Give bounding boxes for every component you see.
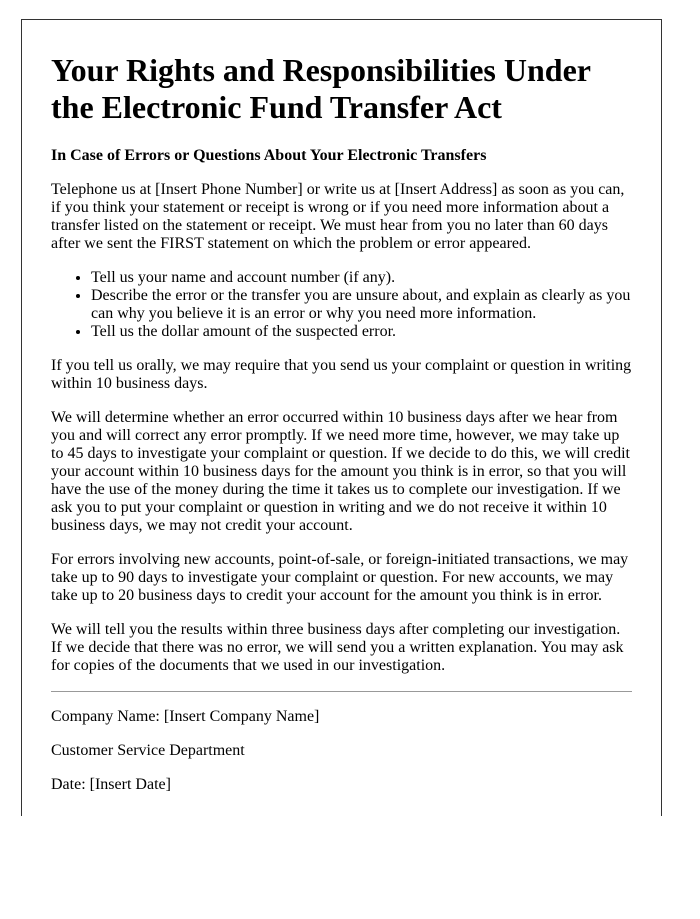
list-item-dollar-amount: • Tell us the dollar amount of the suspected error. <box>91 323 632 341</box>
paragraph-new-accounts: For errors involving new accounts, point-of-sale, or foreign-initiated transactions, we may take up to 90 days to investigate your complaint or question. For new accounts, we may take up to 20 business days to credit your account for the amount you think is in error. <box>51 551 629 604</box>
error-report-bullet-list <box>51 269 632 341</box>
document-title-line1: Your Rights and Responsibilities Under <box>51 52 591 88</box>
company-name-line: Company Name: [Insert Company Name] <box>51 708 320 725</box>
document-page <box>21 19 662 816</box>
paragraph-oral-complaint: If you tell us orally, we may require that you send us your complaint or question in writing within 10 business days. <box>51 357 632 392</box>
department-line: Customer Service Department <box>51 742 245 759</box>
document-title <box>51 52 632 126</box>
paragraph-determine-error: We will determine whether an error occurred within 10 business days after we hear from you and will correct any error promptly. If we need more time, however, we may take up to 45 days to investigate your complaint or question. If we decide to do this, we will credit your account within 10 business days for the amount you think is in error, so that you will have the use of the money during the time it takes us to complete our investigation. If we ask you to put your complaint or question in writing and we do not receive it within 10 business days, we may not credit your account. <box>51 409 630 534</box>
paragraph-results: We will tell you the results within three business days after completing our investigation. If we decide that there was no error, we will send you a written explanation. You may ask for copies of the documents that we used in our investigation. <box>51 621 624 674</box>
list-item-describe-error: • Describe the error or the transfer you are unsure about, and explain as clearly as you can why you believe it is an error or why you need more information. <box>91 287 632 323</box>
footer-divider <box>51 691 632 692</box>
list-item-name-account: • Tell us your name and account number (if any). <box>91 269 632 287</box>
paragraph-intro-contact: Telephone us at [Insert Phone Number] or write us at [Insert Address] as soon as you can, if you think your statement or receipt is wrong or if you need more information about a transfer listed on the statement or receipt. We must hear from you no later than 60 days after we sent the FIRST statement on which the problem or error appeared. <box>51 181 625 252</box>
date-line: Date: [Insert Date] <box>51 776 171 793</box>
document-title-line2: the Electronic Fund Transfer Act <box>51 89 502 125</box>
section-heading-errors-questions: In Case of Errors or Questions About Your Electronic Transfers <box>51 147 487 164</box>
